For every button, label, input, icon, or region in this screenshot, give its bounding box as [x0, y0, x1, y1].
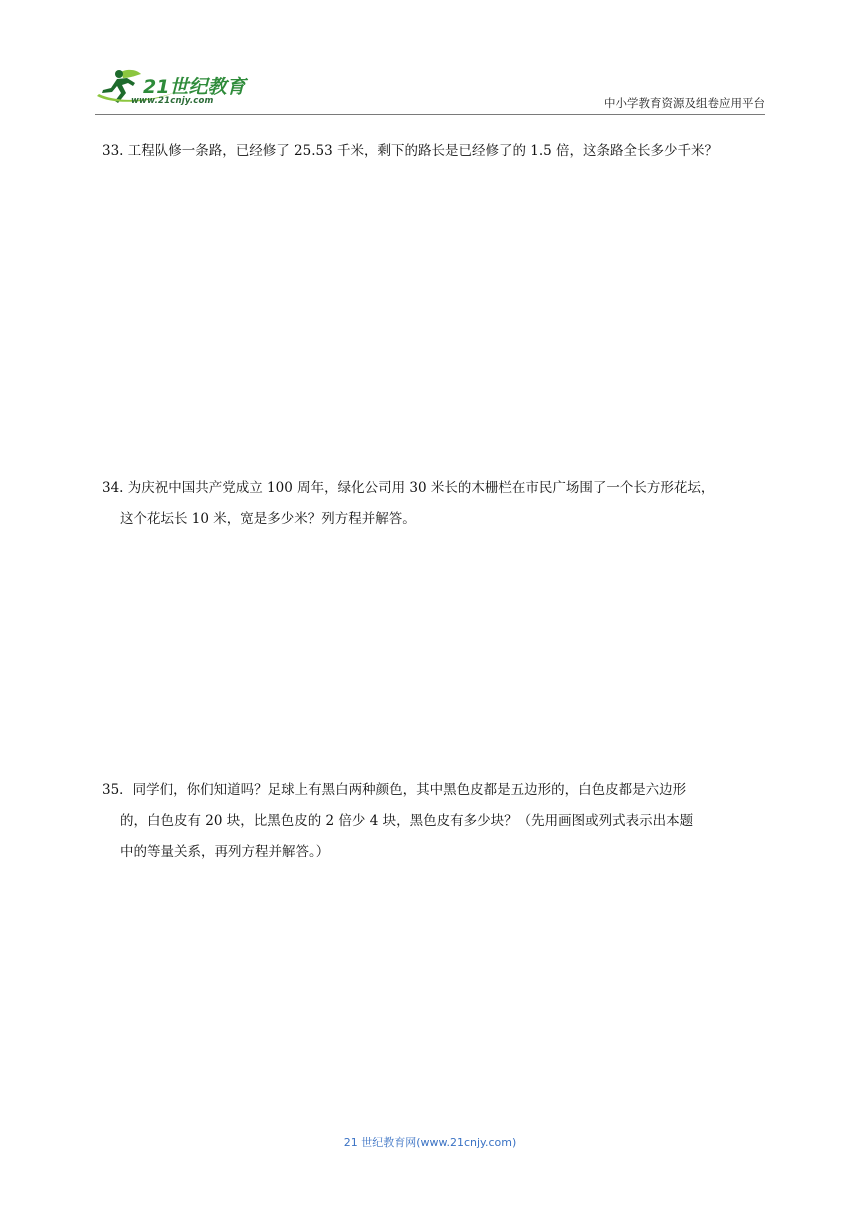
question-line: 34. 为庆祝中国共产党成立 100 周年，绿化公司用 30 米长的木栅栏在市民广场围了一个长方形花坛， — [102, 480, 715, 496]
question-35 — [102, 775, 774, 868]
header-tagline: 中小学教育资源及组卷应用平台 — [604, 96, 765, 110]
question-line: 35．同学们，你们知道吗？足球上有黑白两种颜色，其中黑色皮都是五边形的，白色皮都是六边形 — [102, 782, 687, 798]
site-logo — [95, 66, 265, 112]
page-footer-link[interactable]: 21 世纪教育网(www.21cnjy.com) — [343, 1136, 517, 1149]
logo-url-text: www.21cnjy.com — [131, 96, 214, 106]
question-line: 中的等量关系，再列方程并解答。） — [120, 844, 330, 860]
question-line: 的，白色皮有 20 块，比黑色皮的 2 倍少 4 块，黑色皮有多少块？（先用画图或列式表示出本题 — [120, 813, 694, 829]
page-header — [95, 66, 765, 118]
question-33 — [102, 136, 774, 167]
question-line: 这个花坛长 10 米，宽是多少米？列方程并解答。 — [120, 511, 416, 527]
header-divider — [95, 114, 765, 115]
question-34 — [102, 473, 774, 535]
svg-text:21世纪教育: 21世纪教育 — [143, 76, 246, 98]
question-line: 33. 工程队修一条路，已经修了 25.53 千米，剩下的路长是已经修了的 1.5 倍，这条路全长多少千米？ — [102, 143, 719, 159]
